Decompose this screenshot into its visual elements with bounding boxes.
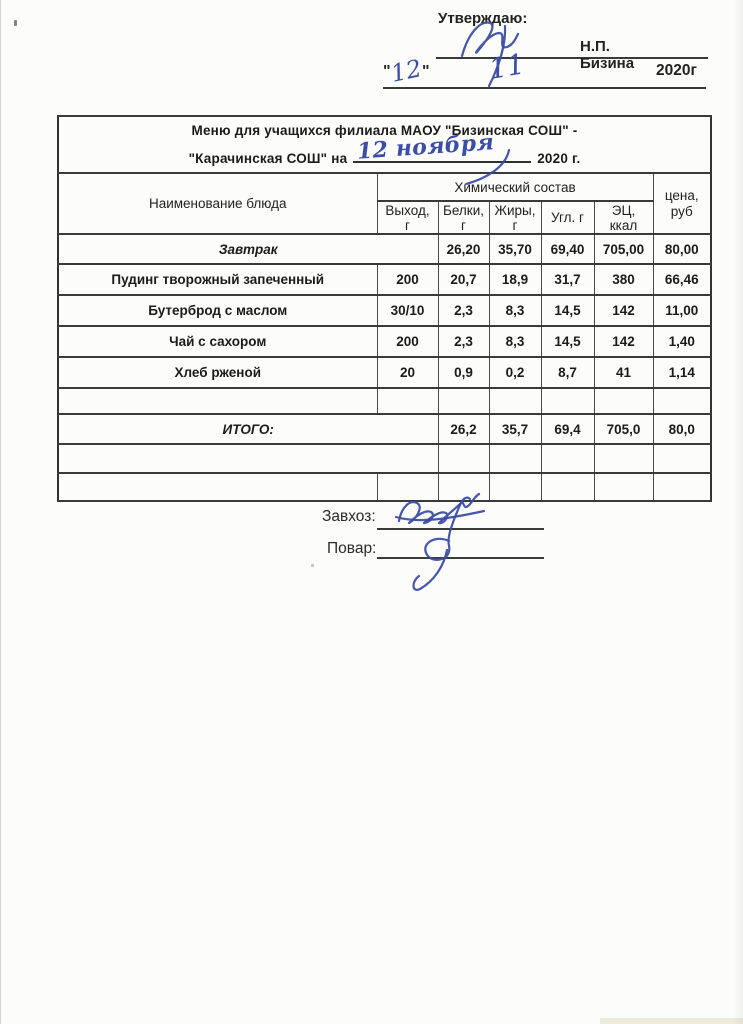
dish-fat: 8,3 [489,295,541,326]
column-header-price: цена, руб [653,173,711,234]
meal-label: Завтрак [58,234,438,264]
menu-table [57,115,712,502]
dish-price: 1,40 [653,326,711,357]
dish-price: 1,14 [653,357,711,388]
dish-fat: 18,9 [489,264,541,295]
dish-energy: 142 [594,326,653,357]
dish-energy: 380 [594,264,653,295]
dish-name: Чай с сахором [58,326,377,357]
dish-name: Бутерброд с маслом [58,295,377,326]
dish-output: 200 [377,326,438,357]
empty-cell [541,473,594,501]
empty-cell [377,473,438,501]
empty-cell [594,444,653,473]
zavhoz-signature-line [377,528,544,530]
empty-row [58,473,711,501]
dish-row [58,357,711,388]
dish-price: 66,46 [653,264,711,295]
column-header-output: Выход, г [377,201,438,234]
empty-row [58,388,711,414]
handwritten-month: 11 [486,47,528,86]
povar-label: Повар: [327,540,377,557]
column-header-dish: Наименование блюда [58,173,377,234]
empty-cell [377,388,438,414]
approval-close-quote: " [422,63,430,80]
column-header-protein: Белки, г [438,201,489,234]
handwritten-day: 12 [388,54,425,88]
empty-cell [489,388,541,414]
title-date-underline [353,128,531,165]
approval-open-quote: " [383,63,391,80]
povar-signature-line [377,557,544,559]
table-title-line2-prefix: "Карачинская СОШ" на [188,150,348,166]
dish-carbs: 14,5 [541,295,594,326]
dish-protein: 20,7 [438,264,489,295]
empty-cell [653,444,711,473]
total-price: 80,0 [653,414,711,444]
dish-output: 20 [377,357,438,388]
table-title [58,116,711,173]
column-header-energy: ЭЦ, ккал [594,201,653,234]
meal-fat: 35,70 [489,234,541,264]
dish-energy: 41 [594,357,653,388]
column-header-chemical-composition: Химический состав [377,173,653,201]
empty-cell [58,388,377,414]
empty-cell [541,444,594,473]
table-title-line2-suffix: 2020 г. [537,150,581,166]
zavhoz-label: Завхоз: [322,508,376,525]
scan-edge-bottom [600,1018,743,1024]
dish-fat: 0,2 [489,357,541,388]
dish-carbs: 8,7 [541,357,594,388]
empty-cell [58,473,377,501]
dish-name: Хлеб рженой [58,357,377,388]
approval-year: 2020г [656,62,697,79]
meal-energy: 705,00 [594,234,653,264]
total-carbs: 69,4 [541,414,594,444]
empty-row [58,444,711,473]
dish-fat: 8,3 [489,326,541,357]
column-header-fat: Жиры, г [489,201,541,234]
empty-cell [58,444,438,473]
approval-director-name: Н.П. Бизина [580,38,635,72]
empty-cell [653,473,711,501]
empty-cell [594,388,653,414]
dish-price: 11,00 [653,295,711,326]
dish-output: 200 [377,264,438,295]
handwritten-menu-date: 12 ноября [356,128,496,165]
dish-carbs: 14,5 [541,326,594,357]
meal-price: 80,00 [653,234,711,264]
empty-cell [594,473,653,501]
povar-signature [413,498,470,590]
dish-row [58,295,711,326]
meal-section-row [58,234,711,264]
table-header-row-1 [58,173,711,201]
approval-signature-line [436,38,708,59]
total-energy: 705,0 [594,414,653,444]
dish-carbs: 31,7 [541,264,594,295]
dish-protein: 2,3 [438,326,489,357]
scan-edge-left [0,0,1,1024]
dish-row [58,326,711,357]
totals-row [58,414,711,444]
table-title-line1: Меню для учащихся филиала МАОУ "Бизинская СОШ" - [191,122,578,138]
meal-carbs: 69,40 [541,234,594,264]
empty-cell [541,388,594,414]
empty-cell [438,444,489,473]
total-fat: 35,7 [489,414,541,444]
meal-protein: 26,20 [438,234,489,264]
empty-cell [438,388,489,414]
column-header-carbs: Угл. г [541,201,594,234]
empty-cell [653,388,711,414]
total-protein: 26,2 [438,414,489,444]
dish-output: 30/10 [377,295,438,326]
dish-name: Пудинг творожный запеченный [58,264,377,295]
dish-row [58,264,711,295]
dish-protein: 2,3 [438,295,489,326]
dish-protein: 0,9 [438,357,489,388]
dish-energy: 142 [594,295,653,326]
scan-speck [311,564,314,567]
empty-cell [438,473,489,501]
scan-speck [14,20,17,26]
empty-cell [489,473,541,501]
empty-cell [489,444,541,473]
approval-label: Утверждаю: [438,10,528,27]
table-title-row [58,116,711,173]
totals-label: ИТОГО: [58,414,438,444]
